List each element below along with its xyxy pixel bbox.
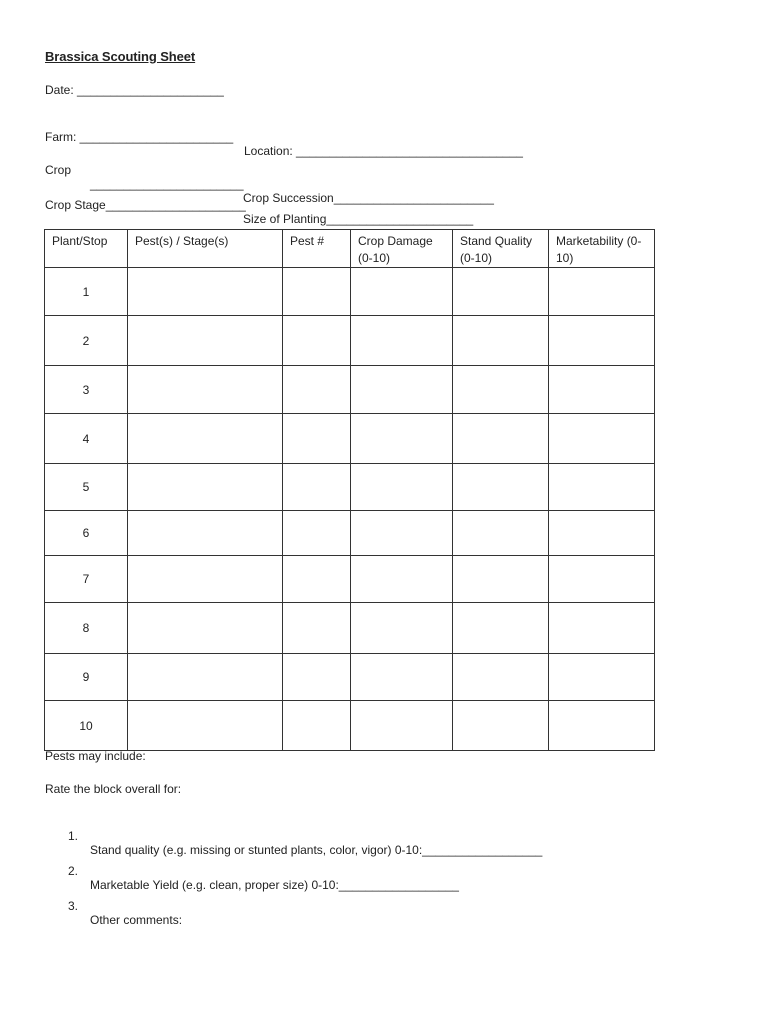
pest-count-cell[interactable] [283,366,351,414]
pests-stages-cell[interactable] [128,414,283,464]
stand-quality-cell[interactable] [453,414,549,464]
table-row [45,268,655,316]
pests-stages-cell[interactable] [128,316,283,366]
pest-count-cell[interactable] [283,556,351,603]
table-row [45,603,655,654]
stand-quality-cell[interactable] [453,464,549,511]
row-number-cell: 3 [45,366,128,414]
marketability-cell[interactable] [549,556,655,603]
row-number-cell: 10 [45,701,128,751]
marketability-cell[interactable] [549,268,655,316]
list-item-number: 2. [68,864,79,878]
column-header-crop-damage: Crop Damage (0-10) [351,230,453,268]
marketability-cell[interactable] [549,316,655,366]
pests-may-include-line[interactable]: Pests may include: [45,749,146,763]
pests-stages-cell[interactable] [128,603,283,654]
column-header-pest-count: Pest # [283,230,351,268]
marketability-cell[interactable] [549,464,655,511]
row-number-cell: 7 [45,556,128,603]
crop-damage-cell[interactable] [351,603,453,654]
stand-quality-cell[interactable] [453,511,549,556]
location-field-line[interactable]: Location: __________________________________ [244,144,523,158]
row-number-cell: 8 [45,603,128,654]
marketability-cell[interactable] [549,701,655,751]
crop-damage-cell[interactable] [351,268,453,316]
table-row [45,654,655,701]
pest-count-cell[interactable] [283,316,351,366]
farm-field-line[interactable]: Farm: _______________________ [45,130,234,144]
crop-damage-cell[interactable] [351,414,453,464]
pest-count-cell[interactable] [283,464,351,511]
row-number-cell: 9 [45,654,128,701]
crop-damage-cell[interactable] [351,511,453,556]
marketability-cell[interactable] [549,414,655,464]
pest-count-cell[interactable] [283,701,351,751]
column-header-plant-stop: Plant/Stop [45,230,128,268]
crop-damage-cell[interactable] [351,654,453,701]
pests-stages-cell[interactable] [128,556,283,603]
crop-damage-cell[interactable] [351,366,453,414]
crop-field-blank[interactable]: _______________________ [90,177,244,191]
row-number-cell: 5 [45,464,128,511]
row-number-cell: 1 [45,268,128,316]
list-item-number: 1. [68,829,79,843]
crop-label: Crop [45,163,72,177]
stand-quality-cell[interactable] [453,603,549,654]
marketability-cell[interactable] [549,603,655,654]
other-comments-line[interactable]: Other comments: [90,913,183,927]
crop-damage-cell[interactable] [351,464,453,511]
table-row [45,511,655,556]
crop-stage-field-line[interactable]: Crop Stage_____________________ [45,198,246,212]
stand-quality-rating-line[interactable]: Stand quality (e.g. missing or stunted plants, color, vigor) 0-10:__________________ [90,843,543,857]
table-row [45,316,655,366]
size-of-planting-field-line[interactable]: Size of Planting______________________ [243,212,474,226]
stand-quality-cell[interactable] [453,701,549,751]
crop-damage-cell[interactable] [351,316,453,366]
pest-count-cell[interactable] [283,414,351,464]
row-number-cell: 4 [45,414,128,464]
pests-stages-cell[interactable] [128,464,283,511]
table-row [45,366,655,414]
marketability-cell[interactable] [549,511,655,556]
table-row [45,701,655,751]
column-header-marketability: Marketability (0-10) [549,230,655,268]
stand-quality-cell[interactable] [453,556,549,603]
table-header-row [45,230,655,268]
stand-quality-cell[interactable] [453,316,549,366]
stand-quality-cell[interactable] [453,268,549,316]
list-item-number: 3. [68,899,79,913]
table-row [45,414,655,464]
column-header-pests-stages: Pest(s) / Stage(s) [128,230,283,268]
pests-stages-cell[interactable] [128,511,283,556]
row-number-cell: 6 [45,511,128,556]
row-number-cell: 2 [45,316,128,366]
crop-damage-cell[interactable] [351,701,453,751]
crop-damage-cell[interactable] [351,556,453,603]
marketability-cell[interactable] [549,654,655,701]
date-field-line[interactable]: Date: ______________________ [45,83,224,97]
page-title: Brassica Scouting Sheet [45,49,196,64]
marketability-cell[interactable] [549,366,655,414]
table-row [45,464,655,511]
column-header-stand-quality: Stand Quality (0-10) [453,230,549,268]
pest-count-cell[interactable] [283,603,351,654]
pest-count-cell[interactable] [283,654,351,701]
table-row [45,556,655,603]
pests-stages-cell[interactable] [128,701,283,751]
pest-count-cell[interactable] [283,511,351,556]
stand-quality-cell[interactable] [453,654,549,701]
pests-stages-cell[interactable] [128,654,283,701]
pests-stages-cell[interactable] [128,268,283,316]
scouting-table [44,229,655,751]
crop-succession-field-line[interactable]: Crop Succession________________________ [243,191,494,205]
stand-quality-cell[interactable] [453,366,549,414]
pests-stages-cell[interactable] [128,366,283,414]
rate-block-heading: Rate the block overall for: [45,782,182,796]
marketable-yield-rating-line[interactable]: Marketable Yield (e.g. clean, proper size) 0-10:__________________ [90,878,459,892]
list-item [68,885,183,941]
pest-count-cell[interactable] [283,268,351,316]
